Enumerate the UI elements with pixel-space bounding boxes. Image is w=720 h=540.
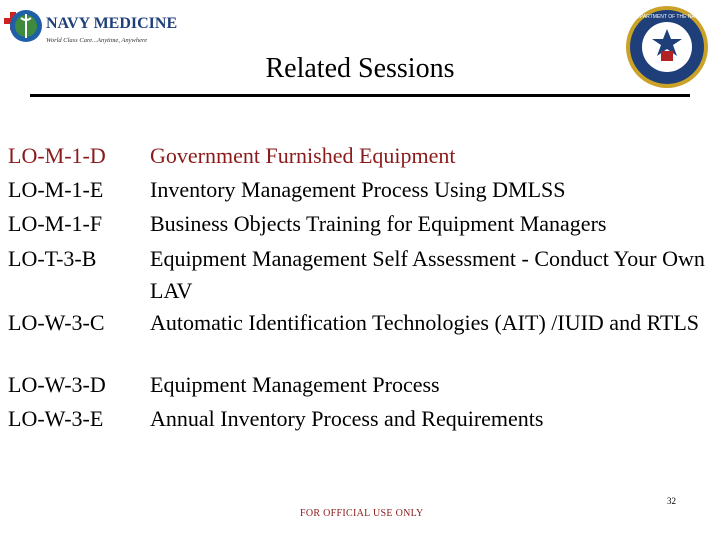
session-code: LO-M-1-F [8, 211, 103, 236]
session-code: LO-M-1-D [8, 143, 106, 168]
session-title: Equipment Management Self Assessment - Conduct Your Own LAV [150, 246, 705, 303]
classification-footer: FOR OFFICIAL USE ONLY [300, 508, 424, 519]
svg-text:DEPARTMENT OF THE NAVY: DEPARTMENT OF THE NAVY [632, 14, 702, 20]
session-title: Automatic Identification Technologies (AIT) /IUID and RTLS [150, 310, 700, 335]
session-title: Business Objects Training for Equipment Managers [150, 211, 607, 236]
session-title: Inventory Management Process Using DMLSS [150, 177, 566, 202]
session-code: LO-W-3-C [8, 310, 105, 335]
session-code: LO-T-3-B [8, 246, 97, 271]
session-code: LO-W-3-D [8, 372, 106, 397]
session-title: Equipment Management Process [150, 372, 440, 397]
svg-text:World Class Care...Anytime, An: World Class Care...Anytime, Anywhere [46, 37, 148, 44]
title-divider [30, 94, 690, 97]
session-title: Government Furnished Equipment [150, 143, 456, 168]
session-code: LO-M-1-E [8, 177, 104, 202]
page-title: Related Sessions [265, 53, 455, 84]
page-number: 32 [667, 496, 676, 506]
navy-medicine-logo [4, 4, 178, 56]
svg-text:NAVY MEDICINE: NAVY MEDICINE [46, 15, 178, 32]
session-title: Annual Inventory Process and Requirements [150, 406, 544, 431]
session-code: LO-W-3-E [8, 406, 104, 431]
